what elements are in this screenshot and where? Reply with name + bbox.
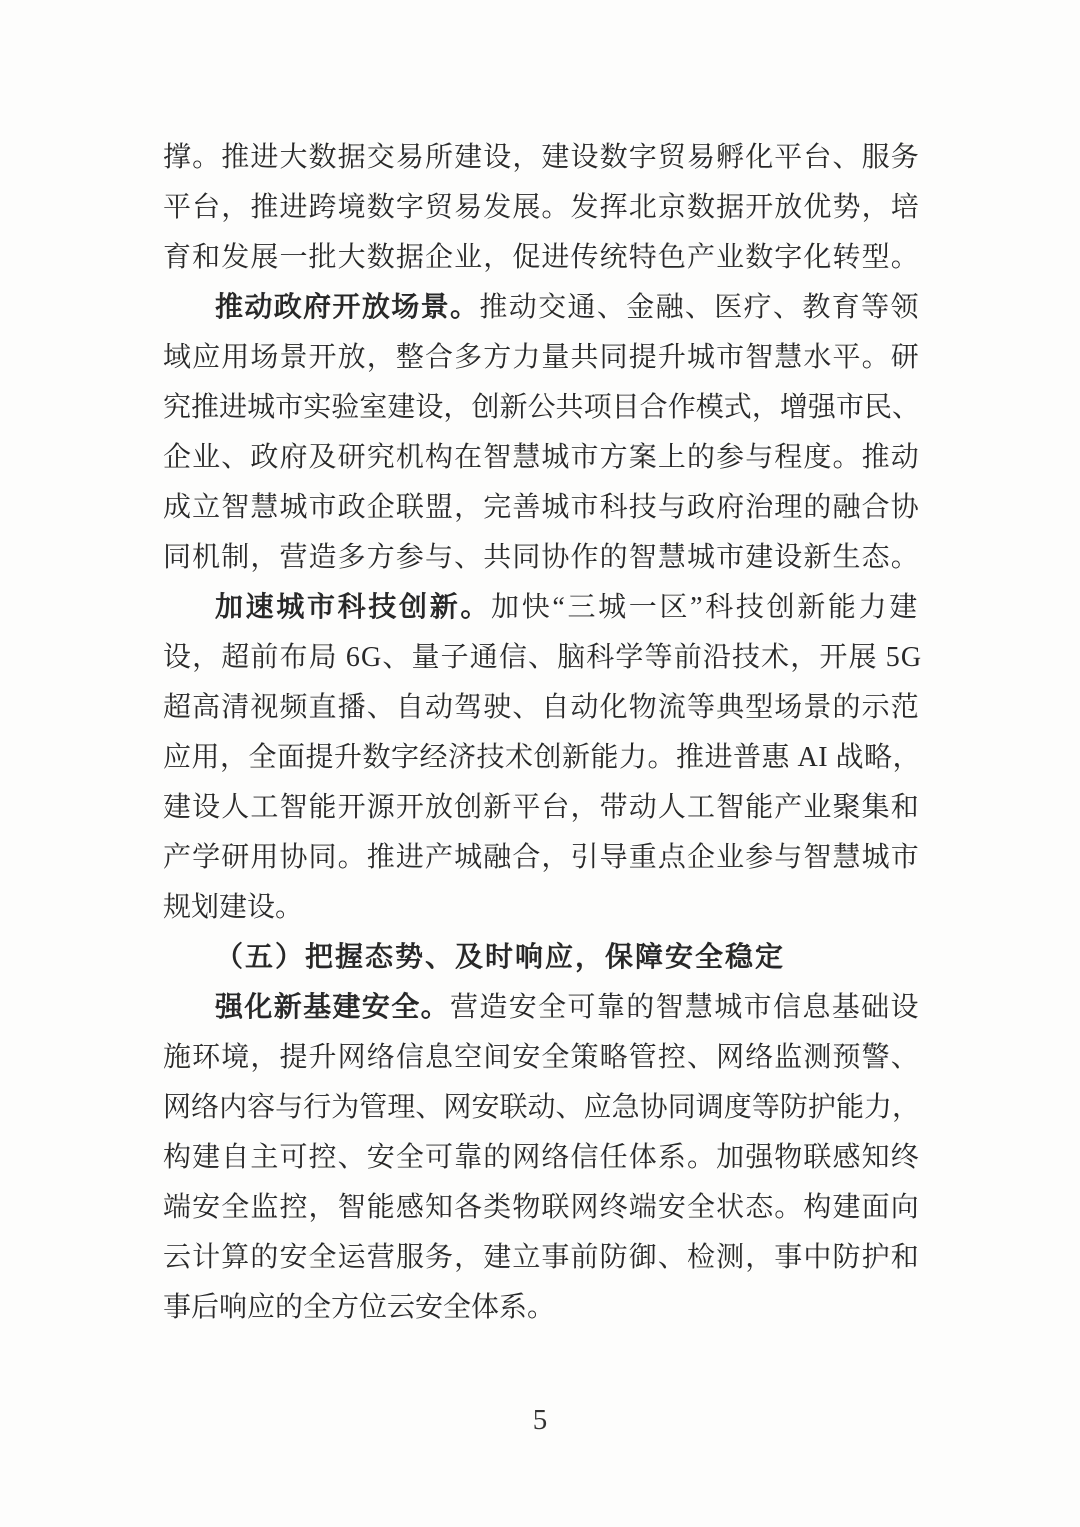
text-run: 同机制，营造多方参与、共同协作的智慧城市建设新生态。 [163,542,920,573]
text-run: 营造安全可靠的智慧城市信息基础设 [449,992,920,1023]
text-line [163,683,920,733]
text-run: 建设人工智能开源开放创新平台，带动人工智能产业聚集和 [163,792,920,823]
text-line [163,883,920,933]
text-line [163,783,920,833]
text-line [163,133,920,183]
text-run: 推动交通、金融、医疗、教育等领 [479,292,920,323]
text-line [163,733,920,783]
text-line [163,1283,920,1333]
text-run: 平台，推进跨境数字贸易发展。发挥北京数据开放优势，培 [163,192,920,223]
text-run: 加快“三城一区”科技创新能力建 [491,592,920,623]
text-line [163,483,920,533]
heading-run: （五）把握态势、及时响应，保障安全稳定 [215,942,786,973]
heading-run: 强化新基建安全。 [215,992,450,1023]
text-line [163,283,920,333]
text-line [163,383,920,433]
text-line [163,633,923,683]
text-line [163,833,920,883]
text-run: 超高清视频直播、自动驾驶、自动化物流等典型场景的示范 [163,692,920,723]
text-line [163,1083,920,1133]
text-run: 端安全监控，智能感知各类物联网终端安全状态。构建面向 [163,1192,920,1223]
text-run: 育和发展一批大数据企业，促进传统特色产业数字化转型。 [163,242,920,273]
text-line [163,533,920,583]
text-line [163,333,920,383]
heading-run: 推动政府开放场景。 [215,292,480,323]
text-run: 究推进城市实验室建设，创新公共项目合作模式，增强市民、 [163,392,921,423]
text-line [163,1183,920,1233]
text-run: 应用，全面提升数字经济技术创新能力。推进普惠 AI 战略， [163,742,922,773]
text-line [163,1233,920,1283]
text-run: 产学研用协同。推进产城融合，引导重点企业参与智慧城市 [163,842,920,873]
text-line [163,583,920,633]
heading-run: 加速城市科技创新。 [215,592,492,623]
text-run: 施环境，提升网络信息空间安全策略管控、网络监测预警、 [163,1042,920,1073]
text-run: 构建自主可控、安全可靠的网络信任体系。加强物联感知终 [163,1142,920,1173]
text-line [163,1133,920,1183]
text-line [163,1033,920,1083]
text-run: 域应用场景开放，整合多方力量共同提升城市智慧水平。研 [163,342,920,373]
text-run: 云计算的安全运营服务，建立事前防御、检测，事中防护和 [163,1242,920,1273]
section-heading [163,933,920,983]
text-run: 企业、政府及研究机构在智慧城市方案上的参与程度。推动 [163,442,920,473]
text-run: 成立智慧城市政企联盟，完善城市科技与政府治理的融合协 [163,492,920,523]
text-line [163,183,920,233]
text-run: 撑。推进大数据交易所建设，建设数字贸易孵化平台、服务 [163,142,920,173]
document-body [163,133,923,1333]
text-run: 规划建设。 [163,892,304,923]
text-run: 网络内容与行为管理、网安联动、应急协同调度等防护能力， [163,1092,921,1123]
text-run: 设，超前布局 6G、量子通信、脑科学等前沿技术，开展 5G [163,642,923,673]
text-line [163,433,920,483]
page-number: 5 [532,1404,548,1436]
text-run: 事后响应的全方位云安全体系。 [163,1292,556,1323]
text-line [163,233,920,283]
text-line [163,983,920,1033]
